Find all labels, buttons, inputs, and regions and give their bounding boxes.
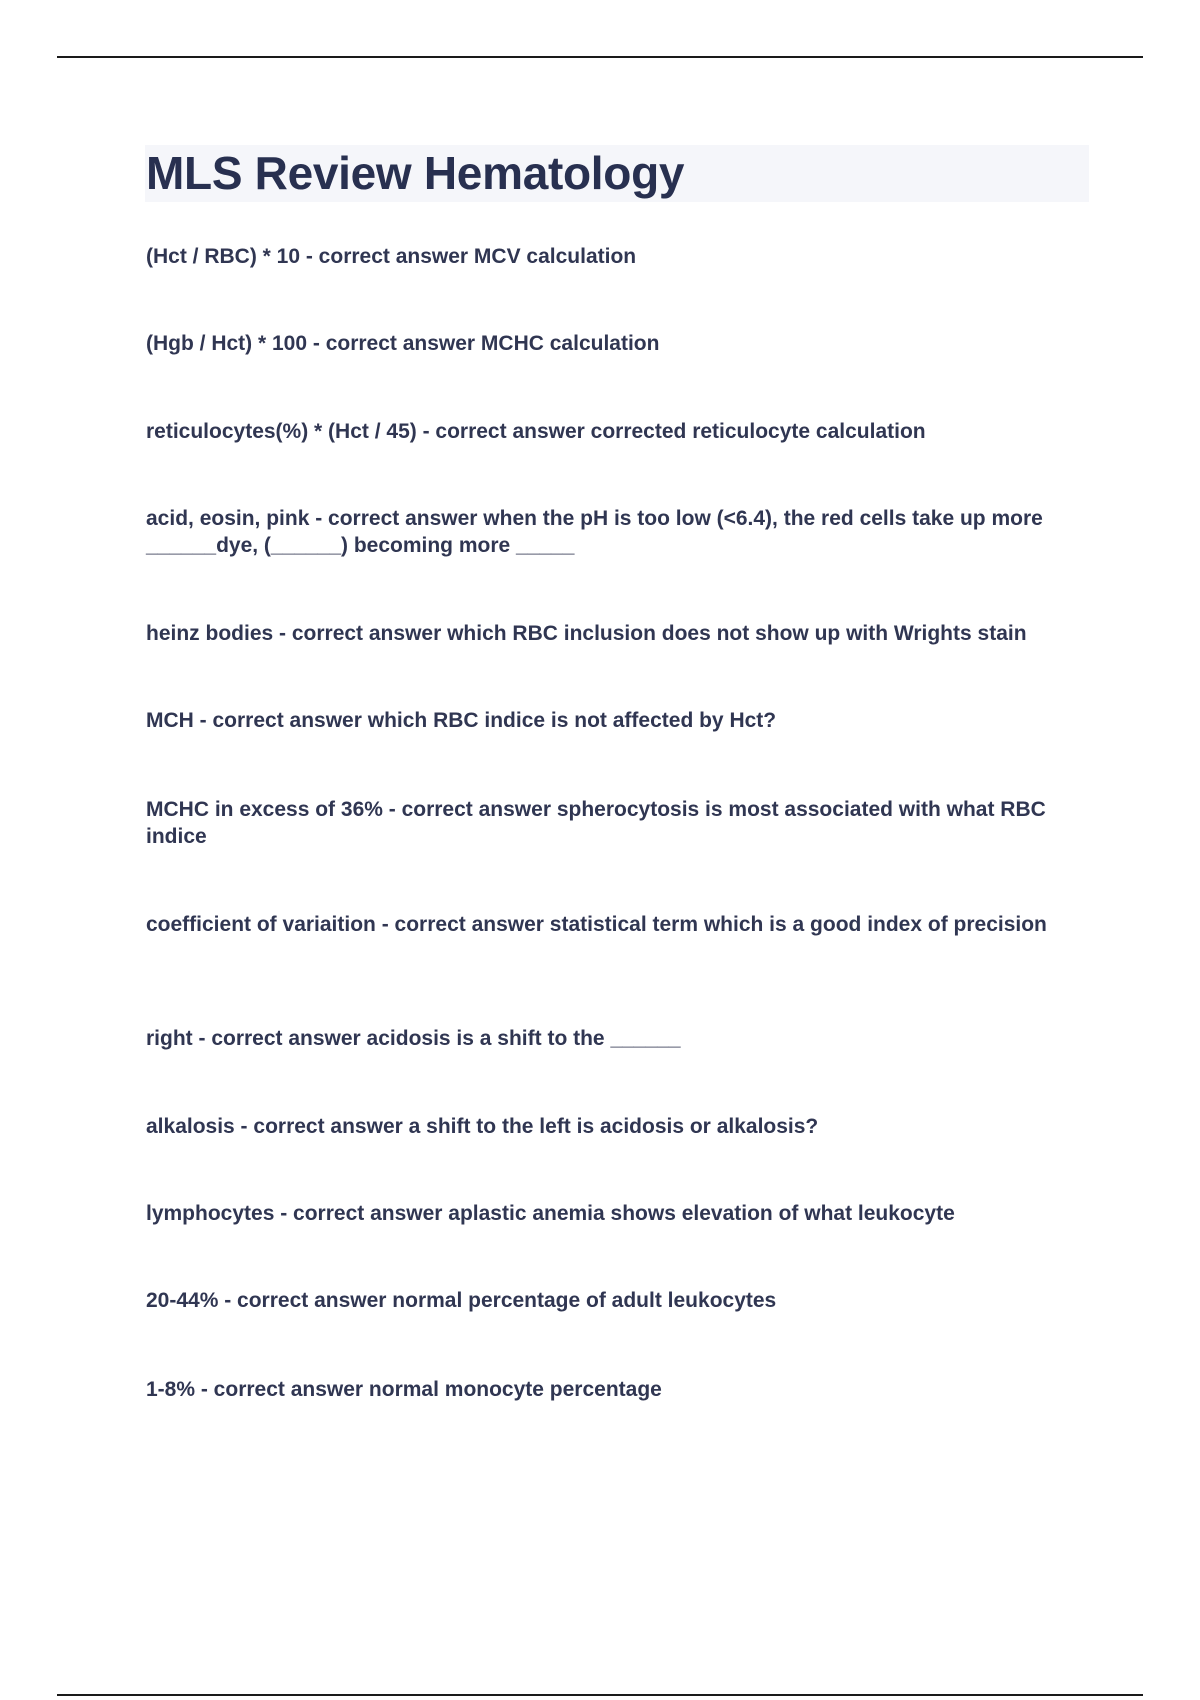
qa-entry: 1-8% - correct answer normal monocyte percentage	[146, 1378, 662, 1401]
qa-entry: 20-44% - correct answer normal percentage of adult leukocytes	[146, 1289, 777, 1312]
qa-entry: acid, eosin, pink - correct answer when the pH is too low (<6.4), the red cells take up more ______dye, (______) becoming more _____	[146, 507, 1043, 557]
qa-entry: right - correct answer acidosis is a shift to the ______	[146, 1027, 681, 1050]
qa-entry: alkalosis - correct answer a shift to the left is acidosis or alkalosis?	[146, 1115, 819, 1138]
qa-entry: coefficient of variaition - correct answer statistical term which is a good index of precision	[146, 913, 1047, 936]
qa-entry: lymphocytes - correct answer aplastic anemia shows elevation of what leukocyte	[146, 1202, 955, 1225]
qa-entry: heinz bodies - correct answer which RBC inclusion does not show up with Wrights stain	[146, 622, 1027, 645]
bottom-rule	[57, 1694, 1143, 1696]
document-title: MLS Review Hematology	[146, 147, 685, 199]
qa-entry: (Hct / RBC) * 10 - correct answer MCV calculation	[146, 245, 637, 268]
qa-entry: reticulocytes(%) * (Hct / 45) - correct answer corrected reticulocyte calculation	[146, 420, 926, 443]
qa-entry: (Hgb / Hct) * 100 - correct answer MCHC calculation	[146, 332, 660, 355]
qa-entry: MCHC in excess of 36% - correct answer spherocytosis is most associated with what RBC indice	[146, 798, 1046, 848]
qa-entry: MCH - correct answer which RBC indice is not affected by Hct?	[146, 709, 777, 732]
top-rule	[57, 56, 1143, 58]
